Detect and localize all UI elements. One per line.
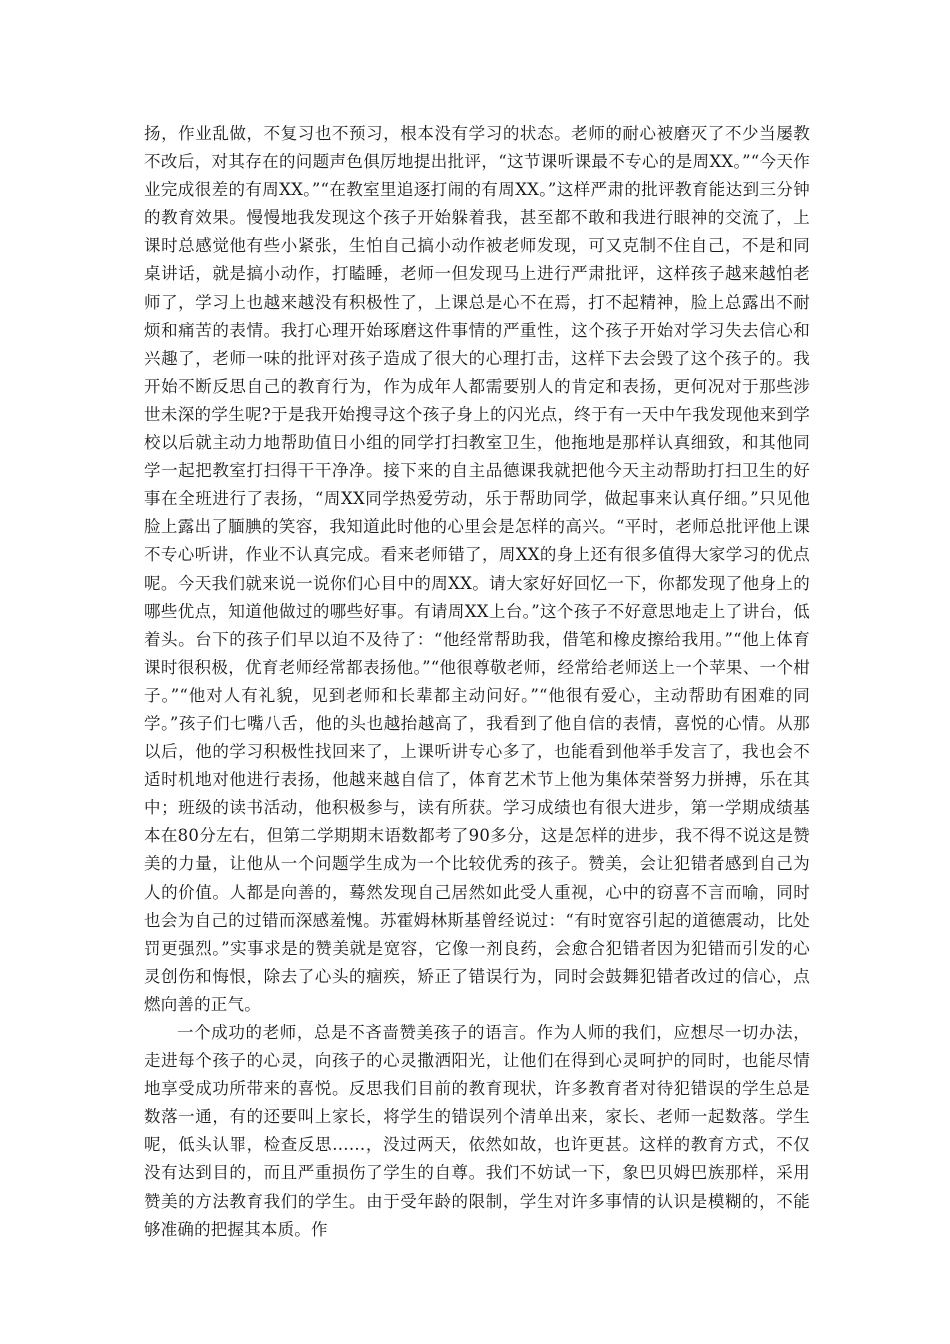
document-body xyxy=(144,120,810,1244)
paragraph-1: 扬，作业乱做，不复习也不预习，根本没有学习的状态。老师的耐心被磨灭了不少当屡教不改后，对其存在的问题声色俱厉地提出批评，“这节课听课最不专心的是周XX。”“今天作业完成很差的有周XX。”“在教室里追逐打闹的有周XX。”这样严肃的批评教育能达到三分钟的教育效果。慢慢地我发现这个孩子开始躲着我，甚至都不敢和我进行眼神的交流了，上课时总感觉他有些小紧张，生怕自己搞小动作被老师发现，可又克制不住自己，不是和同桌讲话，就是搞小动作，打瞌睡，老师一但发现马上进行严肃批评，这样孩子越来越怕老师了，学习上也越来越没有积极性了，上课总是心不在焉，打不起精神，脸上总露出不耐烦和痛苦的表情。我打心理开始琢磨这件事情的严重性，这个孩子开始对学习失去信心和兴趣了，老师一味的批评对孩子造成了很大的心理打击，这样下去会毁了这个孩子的。我开始不断反思自己的教育行为，作为成年人都需要别人的肯定和表扬，更何况对于那些涉世未深的学生呢?于是我开始搜寻这个孩子身上的闪光点，终于有一天中午我发现他来到学校以后就主动力地帮助值日小组的同学打扫教室卫生，他拖地是那样认真细致，和其他同学一起把教室打扫得干干净净。接下来的自主品德课我就把他今天主动帮助打扫卫生的好事在全班进行了表扬，“周XX同学热爱劳动，乐于帮助同学，做起事来认真仔细。”只见他脸上露出了腼腆的笑容，我知道此时他的心里会是怎样的高兴。“平时，老师总批评他上课不专心听讲，作业不认真完成。看来老师错了，周XX的身上还有很多值得大家学习的优点呢。今天我们就来说一说你们心目中的周XX。请大家好好回忆一下，你都发现了他身上的哪些优点，知道他做过的哪些好事。有请周XX上台。”这个孩子不好意思地走上了讲台，低着头。台下的孩子们早以迫不及待了：“他经常帮助我，借笔和橡皮擦给我用。”“他上体育课时很积极，优育老师经常都表扬他。”“他很尊敬老师，经常给老师送上一个苹果、一个柑子。”“他对人有礼貌，见到老师和长辈都主动问好。”“他很有爱心，主动帮助有困难的同学。”孩子们七嘴八舌，他的头也越抬越高了，我看到了他自信的表情，喜悦的心情。从那以后，他的学习积极性找回来了，上课听讲专心多了，也能看到他举手发言了，我也会不适时机地对他进行表扬，他越来越自信了，体育艺术节上他为集体荣誉努力拼搏，乐在其中；班级的读书活动，他积极参与，读有所获。学习成绩也有很大进步，第一学期成绩基本在80分左右，但第二学期期末语数都考了90多分，这是怎样的进步，我不得不说这是赞美的力量，让他从一个问题学生成为一个比较优秀的孩子。赞美，会让犯错者感到自己为人的价值。人都是向善的，蓦然发现自己居然如此受人重视，心中的窃喜不言而喻，同时也会为自己的过错而深感羞愧。苏霍姆林斯基曾经说过：“有时宽容引起的道德震动，比处罚更强烈。”实事求是的赞美就是宽容，它像一剂良药，会愈合犯错者因为犯错而引发的心灵创伤和悔恨，除去了心头的痼疾，矫正了错误行为，同时会鼓舞犯错者改过的信心，点燃向善的正气。 xyxy=(144,124,810,1014)
paragraph-2: 一个成功的老师，总是不吝啬赞美孩子的语言。作为人师的我们，应想尽一切办法，走进每个孩子的心灵，向孩子的心灵撒洒阳光，让他们在得到心灵呵护的同时，也能尽情地享受成功所带来的喜悦。反思我们目前的教育现状，许多教育者对待犯错误的学生总是数落一通，有的还要叫上家长，将学生的错误列个清单出来，家长、老师一起数落。学生呢，低头认罪，检查反思……，没过两天，依然如故，也许更甚。这样的教育方式，不仅没有达到目的，而且严重损伤了学生的自尊。我们不妨试一下，象巴贝姆巴族那样，采用赞美的方法教育我们的学生。由于受年龄的限制，学生对许多事情的认识是模糊的，不能够准确的把握其本质。作 xyxy=(144,1023,810,1239)
